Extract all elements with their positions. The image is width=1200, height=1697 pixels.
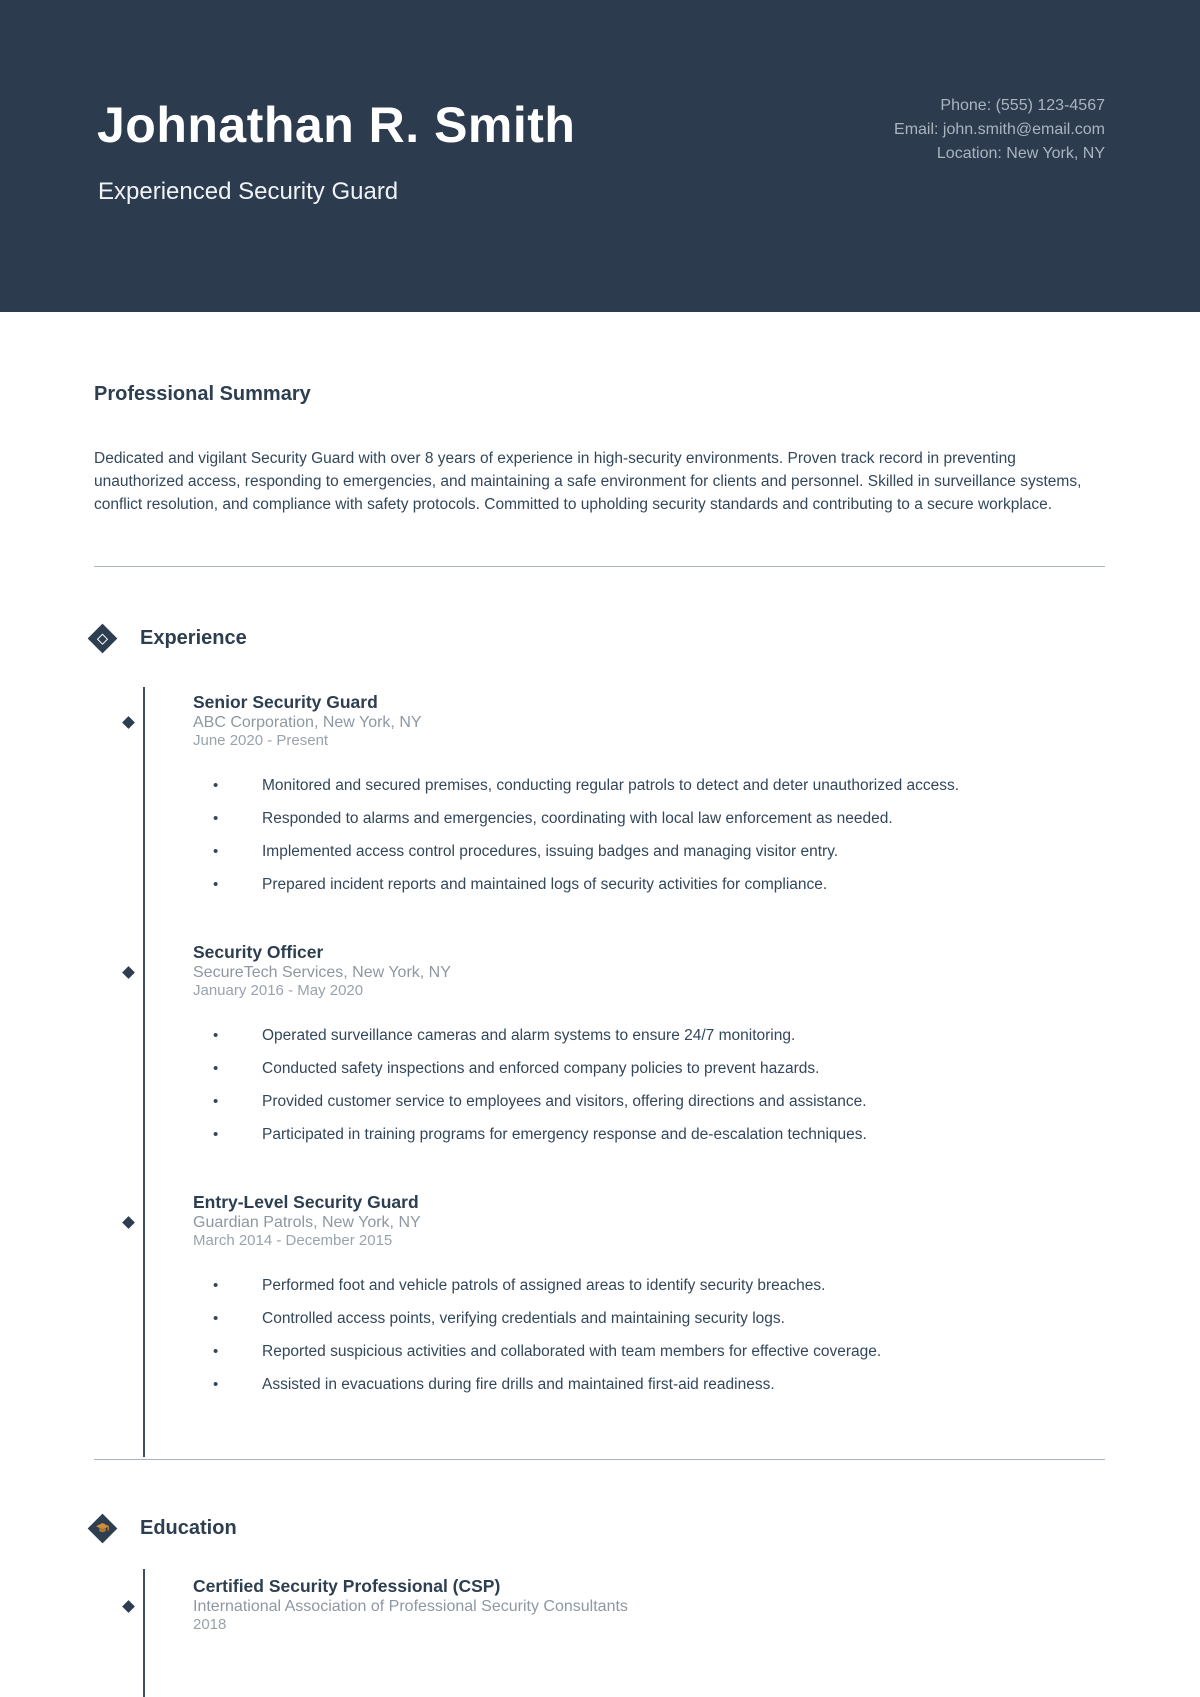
job-bullet: • Operated surveillance cameras and alarm systems to ensure 24/7 monitoring. [193, 1027, 1105, 1045]
job-title: Senior Security Guard [193, 692, 378, 712]
job-entry [193, 941, 1105, 1144]
job-bullet: • Responded to alarms and emergencies, coordinating with local law enforcement as needed. [193, 810, 1105, 828]
education-school: International Association of Professional Security Consultants [193, 1598, 628, 1615]
job-bullet: • Assisted in evacuations during fire drills and maintained first-aid readiness. [193, 1376, 1105, 1394]
graduation-cap-icon [87, 1513, 117, 1543]
experience-timeline-line [143, 687, 145, 1457]
job-bullet: • Provided customer service to employees and visitors, offering directions and assistance. [193, 1093, 1105, 1111]
job-bullet: • Conducted safety inspections and enforced company policies to prevent hazards. [193, 1060, 1105, 1078]
job-dates: January 2016 - May 2020 [193, 982, 364, 999]
job-company: SecureTech Services, New York, NY [193, 964, 451, 981]
job-bullet-list [193, 1277, 1105, 1394]
job-company: Guardian Patrols, New York, NY [193, 1214, 421, 1231]
divider [94, 1459, 1105, 1460]
divider [94, 566, 1105, 567]
job-title: Entry-Level Security Guard [193, 1192, 419, 1212]
experience-heading: Experience [140, 627, 247, 649]
header [0, 0, 1200, 312]
job-dates: March 2014 - December 2015 [193, 1232, 393, 1249]
job-title: Security Officer [193, 942, 324, 962]
diamond-bullet-icon [122, 966, 135, 979]
contact-phone: Phone: (555) 123-4567 [940, 97, 1105, 114]
experience-section [0, 622, 1200, 1394]
candidate-name: Johnathan R. Smith [97, 97, 576, 153]
diamond-bullet-icon [122, 1600, 135, 1613]
job-company: ABC Corporation, New York, NY [193, 714, 422, 731]
diamond-bullet-icon [122, 1216, 135, 1229]
summary-heading: Professional Summary [94, 383, 311, 405]
job-bullet: • Performed foot and vehicle patrols of assigned areas to identify security breaches. [193, 1277, 1105, 1295]
job-bullet: • Reported suspicious activities and collaborated with team members for effective coverage. [193, 1343, 1105, 1361]
summary-text: Dedicated and vigilant Security Guard with over 8 years of experience in high-security environments. Proven track record in preventing unauthorized access, responding to emergencies, and maintaining a safe environment for clients and personnel. Skilled in surveillance systems, conflict resolution, and compliance with safety protocols. Committed to upholding security standards and contributing to a secure workplace. [94, 450, 1082, 513]
job-bullet: • Implemented access control procedures, issuing badges and managing visitor entry. [193, 843, 1105, 861]
candidate-title: Experienced Security Guard [98, 178, 399, 205]
education-entry [193, 1575, 1105, 1634]
education-section [0, 1512, 1200, 1634]
education-heading: Education [140, 1517, 237, 1539]
contact-location: Location: New York, NY [936, 145, 1105, 162]
diamond-bullet-icon [122, 716, 135, 729]
job-entry [193, 1191, 1105, 1394]
job-bullet: • Monitored and secured premises, conducting regular patrols to detect and deter unauthorized access. [193, 777, 1105, 795]
education-year: 2018 [193, 1616, 227, 1633]
education-heading-row [87, 1512, 1200, 1544]
job-bullet-list [193, 1027, 1105, 1144]
job-entry [193, 691, 1105, 894]
education-timeline-line [143, 1569, 145, 1697]
experience-diamond-icon [87, 623, 117, 653]
job-bullet-list [193, 777, 1105, 894]
education-title: Certified Security Professional (CSP) [193, 1576, 501, 1596]
contact-email: Email: john.smith@email.com [894, 121, 1105, 138]
job-bullet: • Controlled access points, verifying credentials and maintaining security logs. [193, 1310, 1105, 1328]
job-bullet: • Participated in training programs for emergency response and de-escalation techniques. [193, 1126, 1105, 1144]
contact-block [894, 94, 1105, 166]
experience-heading-row [87, 622, 1200, 654]
job-bullet: • Prepared incident reports and maintained logs of security activities for compliance. [193, 876, 1105, 894]
job-dates: June 2020 - Present [193, 732, 329, 749]
